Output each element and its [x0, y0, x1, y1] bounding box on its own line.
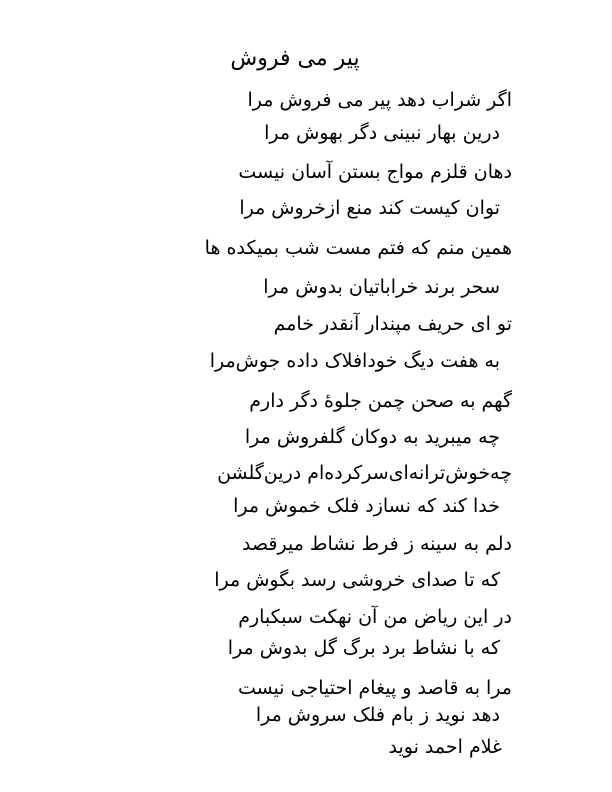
- poem-line: درین بهار نبینی دگر بهوش مرا: [264, 122, 500, 144]
- poem-line: تو ای حریف مپندار آنقدر خامم: [273, 313, 512, 335]
- poem-line: اگر شراب دهد پیر می فروش مرا: [247, 89, 512, 111]
- poem-line: همین منم که فتم مست شب بمیکده ها: [204, 237, 512, 259]
- poem-line: در این ریاض من آن نهکت سبکبارم: [238, 606, 512, 628]
- poem-author: غلام احمد نوید: [388, 736, 502, 758]
- poem-line: چه‌خوش‌ترانه‌ای‌سرکرده‌ام درین‌گلشن: [217, 462, 512, 484]
- poem-line: که با نشاط برد برگ گل بدوش مرا: [227, 637, 500, 659]
- poem-line: سحر برند خراباتیان بدوش مرا: [263, 276, 500, 298]
- poem-line: چه میبرید به دوکان گلفروش مرا: [244, 426, 500, 448]
- poem-line: دلم به سینه ز فرط نشاط میرقصد: [241, 533, 512, 555]
- poem-line: که تا صدای خروشی رسد بگوش مرا: [214, 569, 500, 591]
- poem-line: به هفت دیگ خودافلاک داده جوش‌مرا: [209, 350, 500, 372]
- poem-line: خدا کند که نسازد فلک خموش مرا: [233, 495, 500, 517]
- poem-line: مرا به قاصد و پیغام احتیاجی نیست: [237, 677, 512, 699]
- poem-line: توان کیست کند منع ازخروش مرا: [239, 197, 500, 219]
- poem-line: دهد نوید ز بام فلک سروش مرا: [255, 704, 500, 726]
- poem-title: پیر می فروش: [230, 46, 360, 71]
- poem-line: گهم به صحن چمن جلوهٔ دگر دارم: [249, 390, 512, 412]
- poem-line: دهان قلزم مواج بستن آسان نیست: [238, 161, 512, 183]
